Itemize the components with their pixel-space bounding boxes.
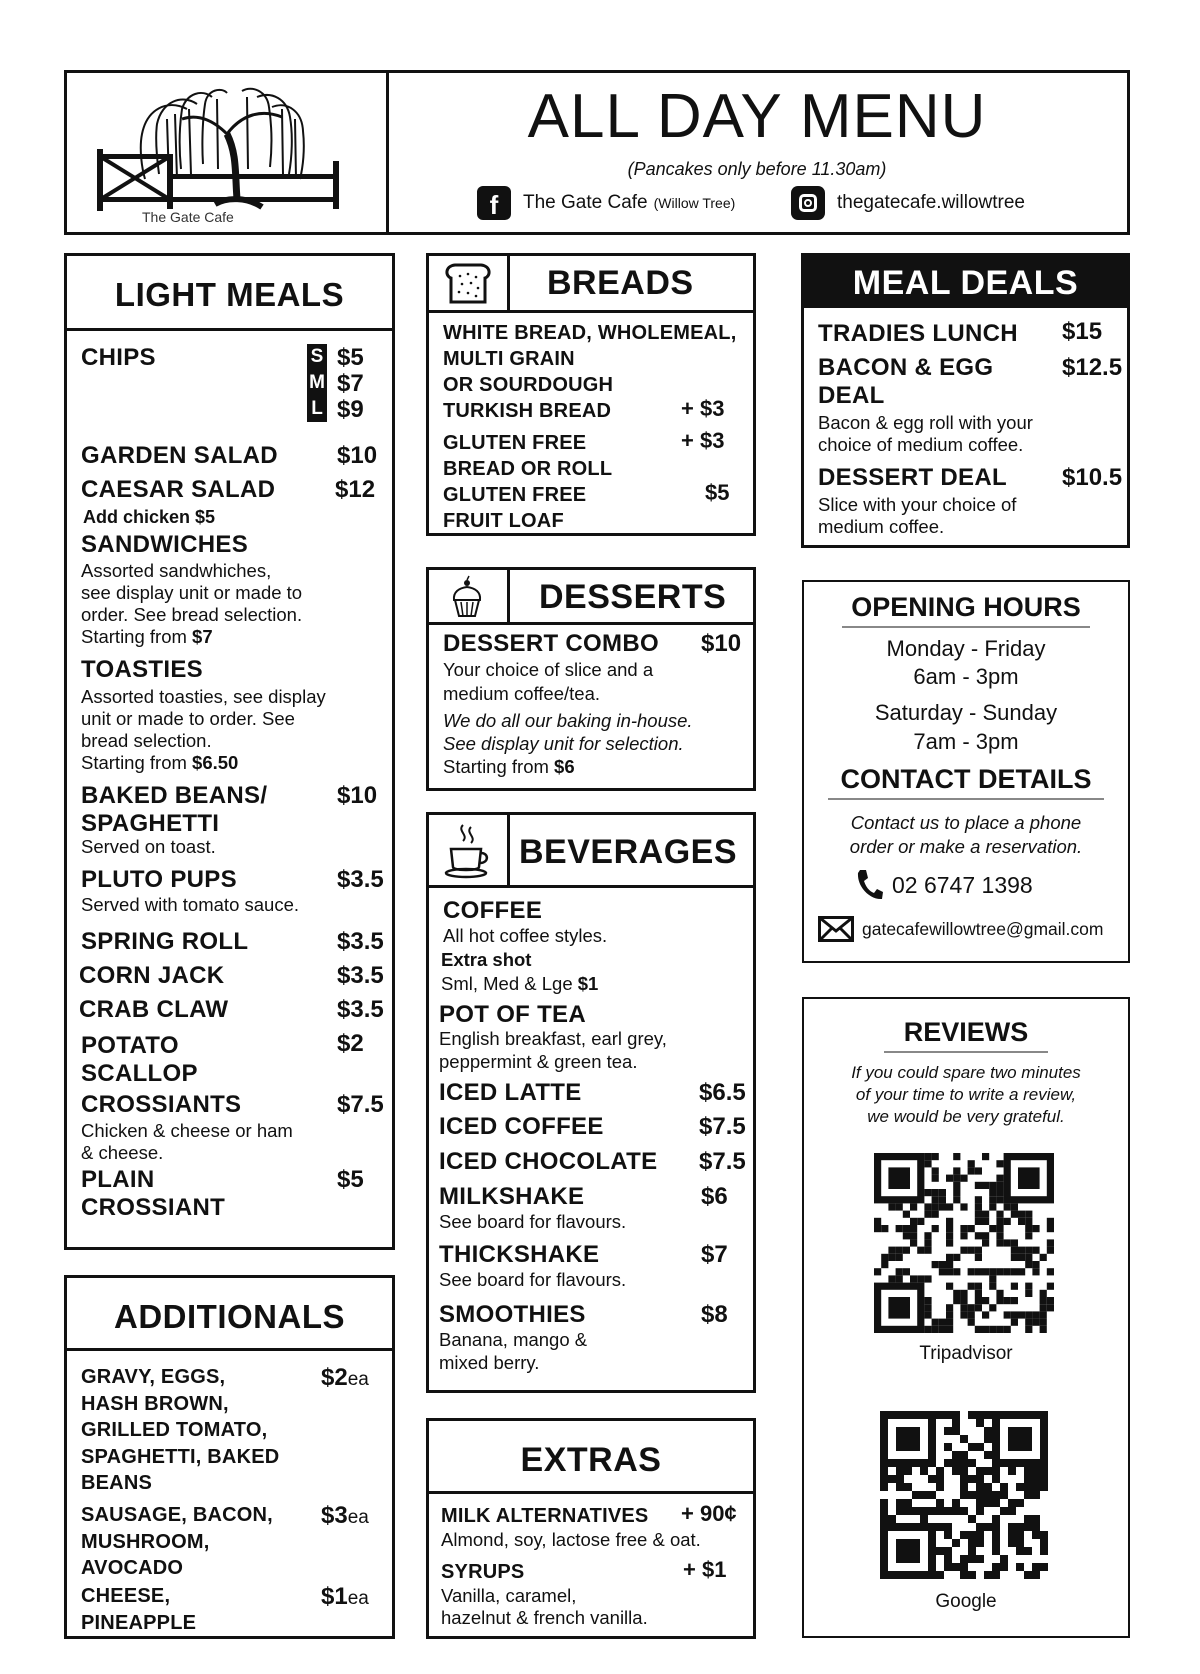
sandwiches-desc-2: see display unit or made to: [81, 582, 303, 603]
chips-price-s: $5: [337, 344, 364, 371]
gluten-free-loaf-price: $5: [705, 480, 730, 505]
cupcake-icon: [451, 574, 483, 623]
thickshake-price: $7: [701, 1241, 728, 1268]
extra-shot-desc: Sml, Med & Lge $1: [441, 973, 599, 994]
additionals-title: ADDITIONALS: [114, 1298, 345, 1335]
gluten-free-bread-name-2: BREAD OR ROLL: [443, 458, 613, 480]
light-meals-section: [64, 253, 395, 1250]
sandwiches-name: SANDWICHES: [81, 531, 249, 558]
menu-title: ALL DAY MENU: [527, 82, 987, 151]
beverages-title: BEVERAGES: [519, 833, 737, 871]
turkish-bread-price: + $3: [681, 396, 725, 421]
additional-price-1: $2ea: [321, 1364, 369, 1391]
extras-section: [426, 1418, 756, 1639]
smoothies-price: $8: [701, 1301, 728, 1328]
dessert-combo-desc-1: Your choice of slice and a: [443, 659, 654, 680]
logo-text: The Gate Cafe: [142, 209, 234, 225]
baked-beans-name-1: BAKED BEANS/: [81, 782, 268, 809]
breads-title: BREADS: [547, 264, 694, 302]
additional-group-2: SAUSAGE, BACON, MUSHROOM, AVOCADO: [81, 1504, 273, 1579]
syrups-desc-1: Vanilla, caramel,: [441, 1585, 577, 1606]
facebook-link[interactable]: [477, 183, 735, 223]
size-m-badge: M: [307, 370, 327, 396]
baked-beans-name-2: SPAGHETTI: [81, 810, 220, 837]
additional-group-1: GRAVY, EGGS, HASH BROWN, GRILLED TOMATO, SPAGHETTI, BAKED BEANS: [81, 1366, 280, 1494]
dessert-deal-desc-2: medium coffee.: [818, 516, 945, 537]
caesar-salad-note: Add chicken $5: [83, 507, 216, 527]
pluto-pups-name: PLUTO PUPS: [81, 866, 237, 893]
breads-section: [426, 253, 756, 536]
breads-line-3: OR SOURDOUGH: [443, 374, 614, 396]
crossiants-price: $7.5: [337, 1091, 384, 1118]
crossiants-desc-1: Chicken & cheese or ham: [81, 1120, 293, 1141]
dessert-deal-desc-1: Slice with your choice of: [818, 494, 1017, 515]
crab-claw-name: CRAB CLAW: [79, 996, 229, 1023]
smoothies-desc-1: Banana, mango &: [439, 1329, 588, 1350]
baking-note-2: See display unit for selection.: [443, 733, 684, 754]
google-label: Google: [935, 1591, 997, 1612]
weekday-hours: 6am - 3pm: [913, 664, 1019, 689]
spring-roll-price: $3.5: [337, 928, 384, 955]
chips-price-m: $7: [337, 370, 364, 397]
baked-beans-price: $10: [337, 782, 378, 809]
size-s-badge: S: [307, 344, 327, 370]
thickshake-desc: See board for flavours.: [439, 1269, 627, 1290]
phone-link[interactable]: [854, 868, 1033, 902]
potato-scallop-price: $2: [337, 1030, 364, 1057]
tripadvisor-label: Tripadvisor: [919, 1343, 1013, 1364]
corn-jack-price: $3.5: [337, 962, 384, 989]
reviews-title: REVIEWS: [903, 1017, 1029, 1047]
crossiants-desc-2: & cheese.: [81, 1142, 164, 1163]
phone-number: 02 6747 1398: [892, 871, 1033, 898]
breads-line-1: WHITE BREAD, WHOLEMEAL,: [443, 322, 737, 344]
dessert-deal-name: DESSERT DEAL: [818, 464, 1007, 491]
coffee-desc: All hot coffee styles.: [443, 925, 608, 946]
toasties-start: Starting from $6.50: [81, 752, 239, 773]
potato-scallop-name-1: POTATO: [81, 1032, 179, 1059]
weekday-label: Monday - Friday: [886, 636, 1046, 661]
sandwiches-desc-1: Assorted sandwhiches,: [81, 560, 272, 581]
contact-details-title: CONTACT DETAILS: [840, 764, 1092, 794]
iced-latte-price: $6.5: [699, 1079, 746, 1106]
caesar-salad-name: CAESAR SALAD: [81, 476, 276, 503]
instagram-link[interactable]: [791, 183, 1025, 223]
iced-chocolate-price: $7.5: [699, 1148, 746, 1175]
milkshake-price: $6: [701, 1183, 728, 1210]
smoothies-name: SMOOTHIES: [439, 1301, 586, 1328]
spring-roll-name: SPRING ROLL: [81, 928, 249, 955]
reviews-desc-3: we would be very grateful.: [867, 1107, 1065, 1126]
phone-icon: [854, 868, 884, 902]
plain-crossiant-name-1: PLAIN: [81, 1166, 155, 1193]
toasties-desc-3: bread selection.: [81, 730, 212, 751]
gluten-free-bread-name: GLUTEN FREE: [443, 432, 587, 454]
opening-hours-title: OPENING HOURS: [851, 592, 1081, 622]
turkish-bread-name: TURKISH BREAD: [443, 400, 612, 422]
weekend-label: Saturday - Sunday: [874, 700, 1058, 725]
pluto-pups-desc: Served with tomato sauce.: [81, 894, 299, 915]
header-box: [64, 70, 1130, 235]
tradies-lunch-price: $15: [1062, 318, 1103, 345]
milk-alternatives-desc: Almond, soy, lactose free & oat.: [441, 1529, 701, 1550]
email-address: gatecafewillowtree@gmail.com: [862, 918, 1104, 939]
breads-line-2: MULTI GRAIN: [443, 348, 575, 370]
envelope-icon: [818, 916, 854, 942]
additional-price-2: $3ea: [321, 1502, 369, 1529]
cafe-logo: [87, 79, 367, 227]
additional-group-3: CHEESE, PINEAPPLE: [81, 1585, 197, 1634]
facebook-icon: f: [477, 186, 511, 220]
caesar-salad-price: $12: [335, 476, 376, 503]
size-l-badge: L: [307, 396, 327, 422]
reviews-section: [802, 997, 1130, 1638]
gluten-free-loaf-name: GLUTEN FREE: [443, 484, 587, 506]
pluto-pups-price: $3.5: [337, 866, 384, 893]
desserts-section: [426, 567, 756, 791]
tripadvisor-qr-code[interactable]: [874, 1153, 1054, 1333]
gluten-free-bread-price: + $3: [681, 428, 725, 453]
plain-crossiant-price: $5: [337, 1166, 364, 1193]
smoothies-desc-2: mixed berry.: [439, 1352, 540, 1373]
meal-deals-title: MEAL DEALS: [852, 264, 1079, 302]
light-meals-title: LIGHT MEALS: [114, 276, 345, 313]
pot-of-tea-desc-2: peppermint & green tea.: [439, 1051, 638, 1072]
coffee-name: COFFEE: [443, 897, 543, 924]
baked-beans-desc: Served on toast.: [81, 836, 216, 857]
sandwiches-desc-3: order. See bread selection.: [81, 604, 303, 625]
plain-crossiant-name-2: CROSSIANT: [81, 1194, 226, 1221]
bacon-egg-deal-desc-1: Bacon & egg roll with your: [818, 412, 1033, 433]
instagram-icon: [791, 186, 825, 220]
iced-chocolate-name: ICED CHOCOLATE: [439, 1148, 658, 1175]
bacon-egg-deal-desc-2: choice of medium coffee.: [818, 434, 1024, 455]
toasties-desc-2: unit or made to order. See: [81, 708, 295, 729]
syrups-name: SYRUPS: [441, 1561, 525, 1583]
chips-price-l: $9: [337, 396, 364, 423]
meal-deals-section: [801, 253, 1130, 548]
milk-alternatives-name: MILK ALTERNATIVES: [441, 1505, 649, 1527]
iced-latte-name: ICED LATTE: [439, 1079, 582, 1106]
potato-scallop-name-2: SCALLOP: [81, 1060, 198, 1087]
reviews-desc-1: If you could spare two minutes: [851, 1063, 1081, 1082]
willow-tree-gate-icon: [87, 79, 367, 227]
toasties-desc-1: Assorted toasties, see display: [81, 686, 326, 707]
bacon-egg-deal-price: $12.5: [1062, 354, 1123, 381]
weekend-hours: 7am - 3pm: [913, 729, 1019, 754]
desserts-title: DESSERTS: [539, 578, 727, 616]
dessert-deal-price: $10.5: [1062, 464, 1123, 491]
garden-salad-price: $10: [337, 442, 378, 469]
dessert-combo-name: DESSERT COMBO: [443, 630, 659, 657]
chips-name: CHIPS: [81, 344, 156, 371]
toasties-name: TOASTIES: [81, 656, 203, 683]
contact-desc-1: Contact us to place a phone: [850, 812, 1082, 833]
instagram-handle: thegatecafe.willowtree: [837, 192, 1025, 213]
iced-coffee-name: ICED COFFEE: [439, 1113, 604, 1140]
tradies-lunch-name: TRADIES LUNCH: [818, 320, 1018, 347]
syrups-desc-2: hazelnut & french vanilla.: [441, 1607, 648, 1628]
extra-shot-label: Extra shot: [441, 949, 532, 970]
baking-note-1: We do all our baking in-house.: [443, 710, 693, 731]
menu-subtitle: (Pancakes only before 11.30am): [627, 159, 887, 179]
pot-of-tea-desc-1: English breakfast, earl grey,: [439, 1028, 667, 1049]
reviews-underline: [884, 1051, 1048, 1053]
hours-contact-section: [802, 580, 1130, 963]
syrups-price: + $1: [683, 1557, 727, 1582]
desserts-start: Starting from $6: [443, 756, 575, 777]
extras-title: EXTRAS: [520, 1441, 662, 1479]
contact-desc-2: order or make a reservation.: [849, 836, 1083, 857]
email-link[interactable]: [818, 916, 1103, 942]
milkshake-name: MILKSHAKE: [439, 1183, 585, 1210]
additionals-section: [64, 1275, 395, 1639]
milkshake-desc: See board for flavours.: [439, 1211, 627, 1232]
coffee-cup-icon: [443, 821, 493, 884]
garden-salad-name: GARDEN SALAD: [81, 442, 278, 469]
additional-price-3: $1ea: [321, 1583, 369, 1610]
bacon-egg-deal-name-2: DEAL: [818, 382, 885, 409]
dessert-combo-price: $10: [701, 630, 742, 657]
sandwiches-start: Starting from $7: [81, 626, 213, 647]
facebook-suffix: (Willow Tree): [653, 195, 736, 211]
corn-jack-name: CORN JACK: [79, 962, 225, 989]
crossiants-name: CROSSIANTS: [81, 1091, 242, 1118]
bread-icon: [443, 262, 493, 309]
gluten-free-loaf-name-2: FRUIT LOAF: [443, 510, 564, 532]
thickshake-name: THICKSHAKE: [439, 1241, 600, 1268]
milk-alternatives-price: + 90¢: [681, 1501, 737, 1526]
beverages-section: [426, 812, 756, 1393]
google-qr-code[interactable]: [880, 1411, 1048, 1579]
iced-coffee-price: $7.5: [699, 1113, 746, 1140]
contact-underline: [828, 798, 1104, 800]
hours-underline: [842, 626, 1090, 628]
facebook-name: The Gate Cafe: [523, 192, 648, 213]
dessert-combo-desc-2: medium coffee/tea.: [443, 683, 600, 704]
crab-claw-price: $3.5: [337, 996, 384, 1023]
bacon-egg-deal-name-1: BACON & EGG: [818, 354, 994, 381]
pot-of-tea-name: POT OF TEA: [439, 1001, 586, 1028]
reviews-desc-2: of your time to write a review,: [855, 1085, 1077, 1104]
